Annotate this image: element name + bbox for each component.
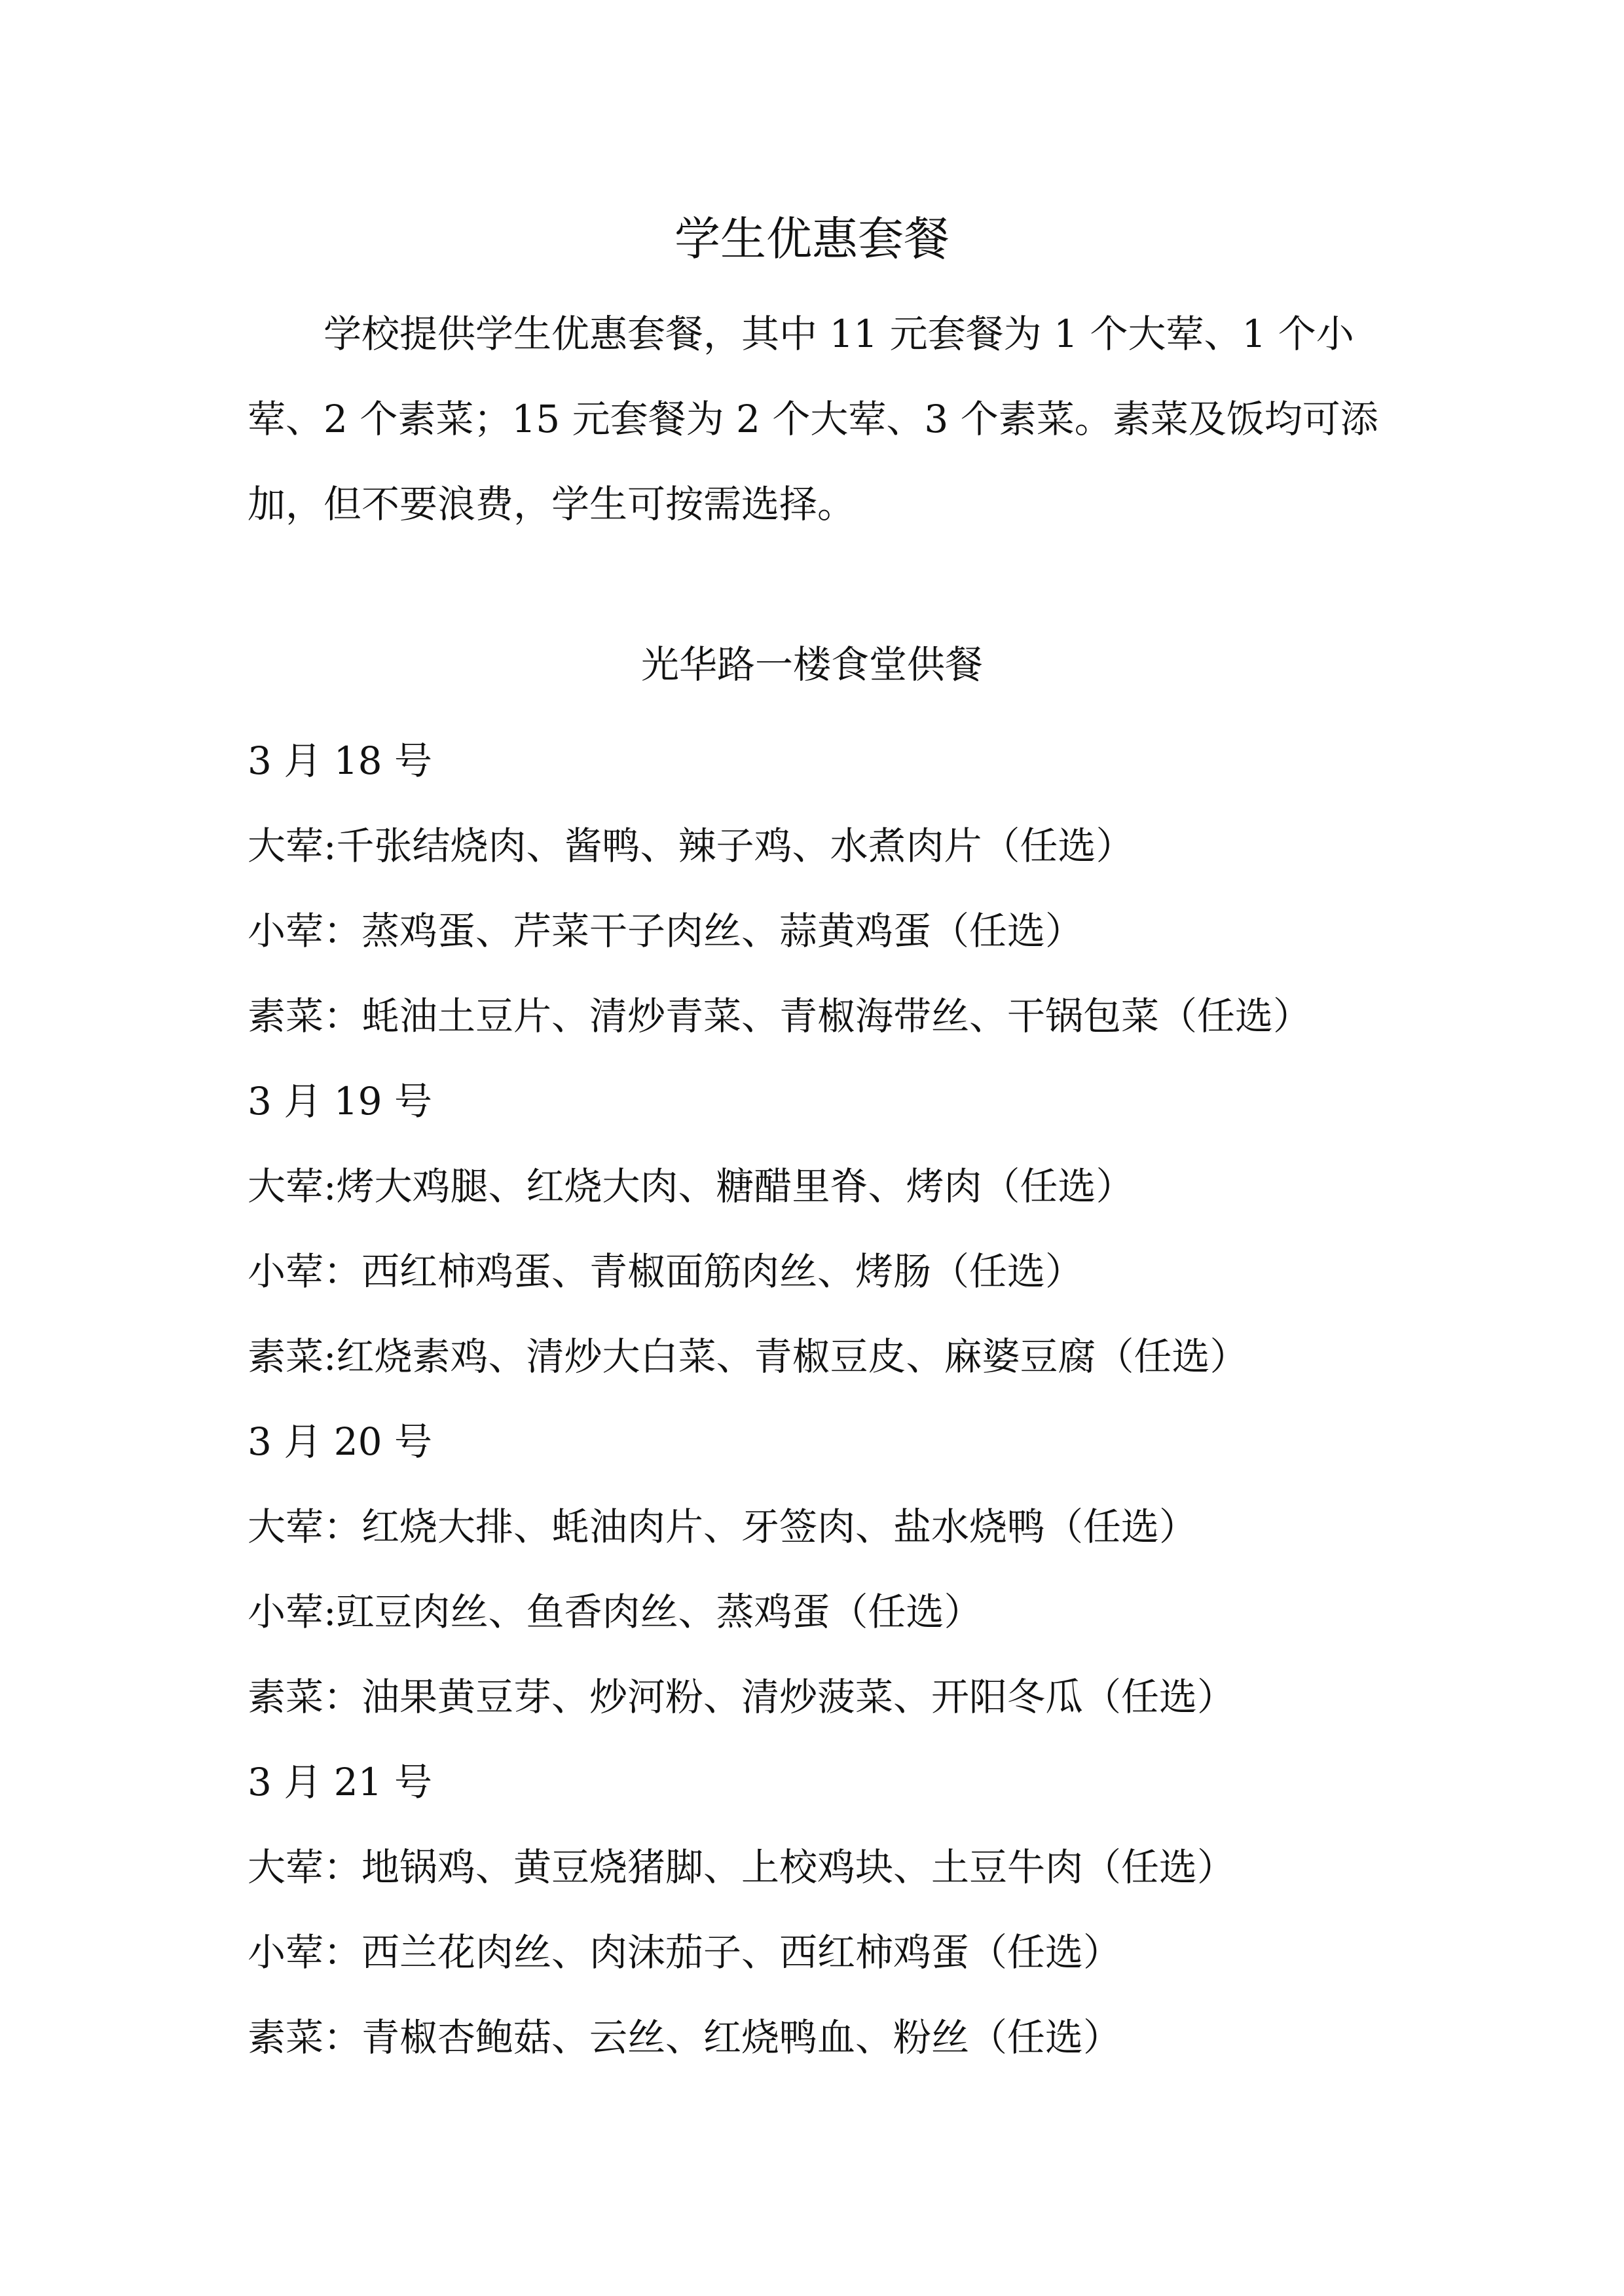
menu-date: 3 月 18 号 xyxy=(248,738,433,783)
menu-date: 3 月 19 号 xyxy=(248,1079,433,1123)
document-title: 学生优惠套餐 xyxy=(674,212,950,266)
menu-list xyxy=(248,718,1400,2080)
menu-vegetable: 素菜：青椒杏鲍菇、云丝、红烧鸭血、粉丝（任选） xyxy=(248,2015,1122,2060)
intro-paragraph: 学校提供学生优惠套餐，其中 11 元套餐为 1 个大荤、1 个小荤、2 个素菜；15 元套餐为 2 个大荤、3 个素菜。素菜及饭均可添加，但不要浪费，学生可按需选择。 xyxy=(248,312,1378,526)
menu-date: 3 月 21 号 xyxy=(248,1760,433,1804)
menu-small-meat: 小荤：西兰花肉丝、肉沫茄子、西红柿鸡蛋（任选） xyxy=(248,1930,1122,1975)
menu-big-meat: 大荤:烤大鸡腿、红烧大肉、糖醋里脊、烤肉（任选） xyxy=(248,1164,1134,1209)
menu-small-meat: 小荤：西红柿鸡蛋、青椒面筋肉丝、烤肠（任选） xyxy=(248,1249,1084,1294)
menu-vegetable: 素菜:红烧素鸡、清炒大白菜、青椒豆皮、麻婆豆腐（任选） xyxy=(248,1334,1248,1379)
menu-date: 3 月 20 号 xyxy=(248,1419,433,1464)
menu-big-meat: 大荤：地锅鸡、黄豆烧猪脚、上校鸡块、土豆牛肉（任选） xyxy=(248,1845,1236,1889)
menu-vegetable: 素菜：蚝油土豆片、清炒青菜、青椒海带丝、干锅包菜（任选） xyxy=(248,994,1312,1038)
menu-small-meat: 小荤:豇豆肉丝、鱼香肉丝、蒸鸡蛋（任选） xyxy=(248,1590,982,1634)
menu-big-meat: 大荤:千张结烧肉、酱鸭、辣子鸡、水煮肉片（任选） xyxy=(248,824,1134,868)
menu-big-meat: 大荤：红烧大排、蚝油肉片、牙签肉、盐水烧鸭（任选） xyxy=(248,1504,1198,1549)
menu-small-meat: 小荤：蒸鸡蛋、芹菜干子肉丝、蒜黄鸡蛋（任选） xyxy=(248,909,1084,953)
menu-vegetable: 素菜：油果黄豆芽、炒河粉、清炒菠菜、开阳冬瓜（任选） xyxy=(248,1675,1236,1719)
canteen-subtitle: 光华路一楼食堂供餐 xyxy=(640,642,983,687)
